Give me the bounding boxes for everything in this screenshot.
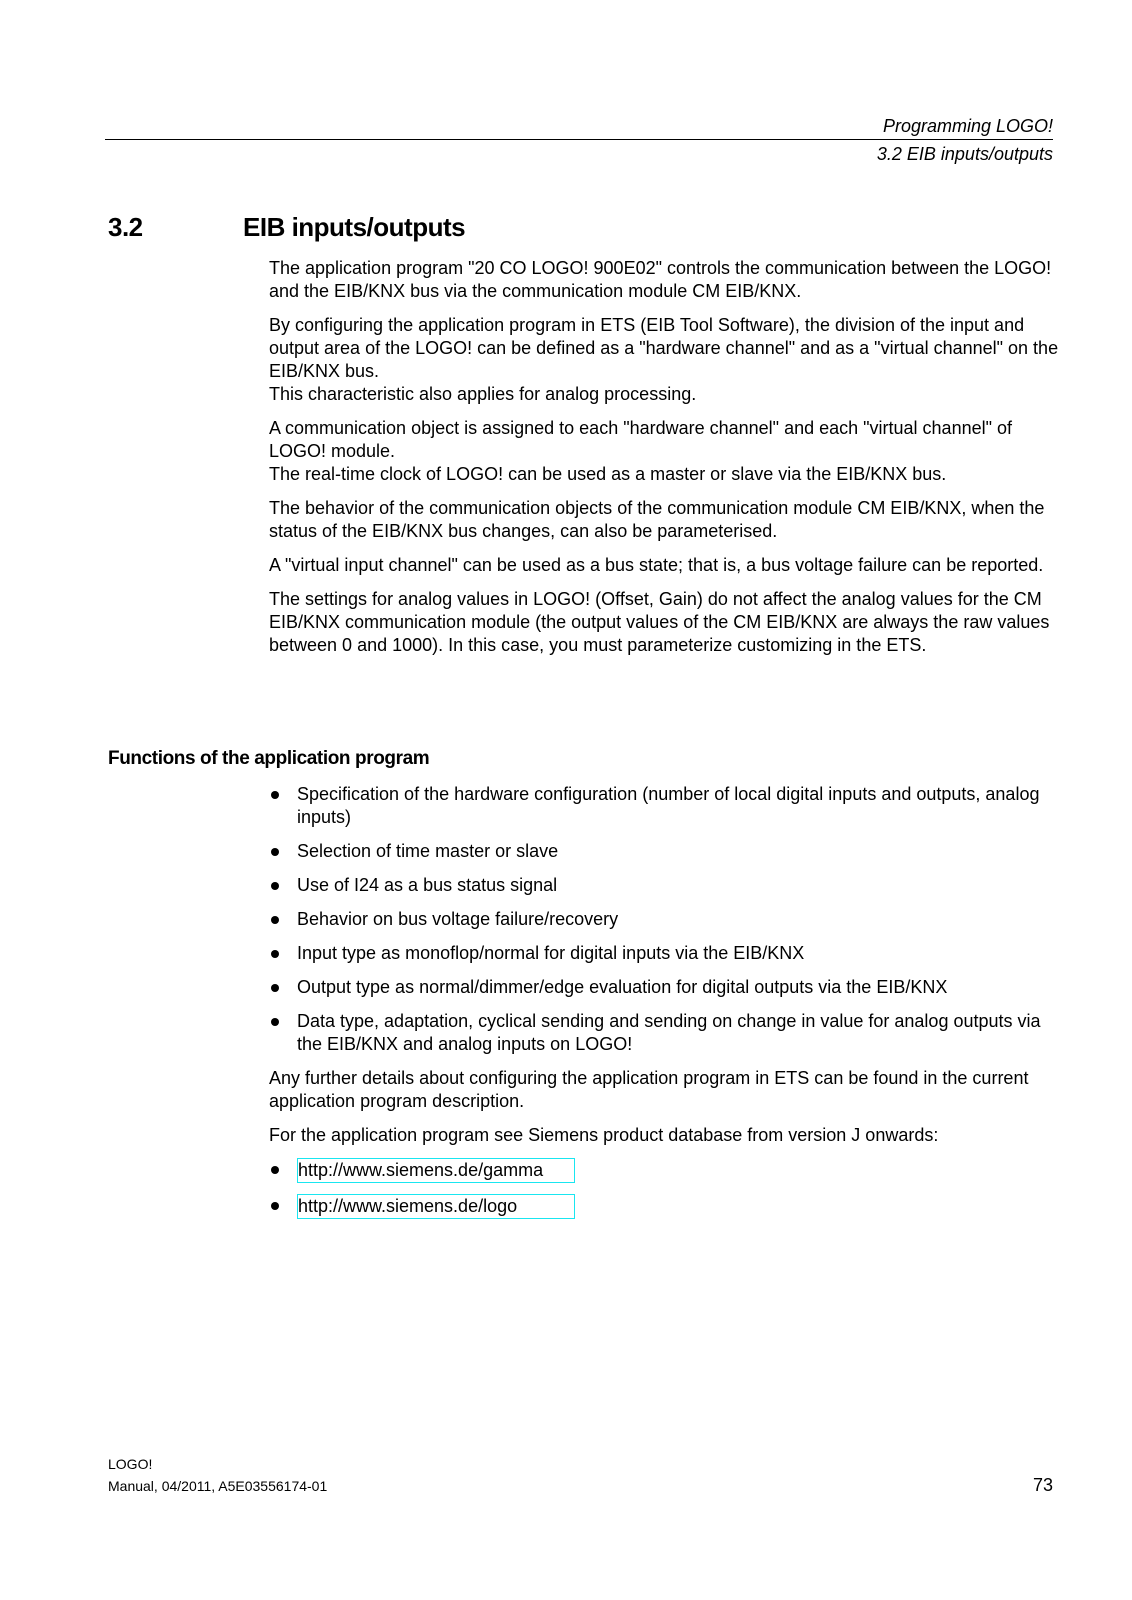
- bullet-icon: [271, 950, 279, 958]
- bullet-icon: [271, 984, 279, 992]
- body-text: [269, 257, 1059, 668]
- list-item-text: Use of I24 as a bus status signal: [297, 875, 558, 895]
- links-list: [269, 1158, 1059, 1219]
- footer-info: [108, 1453, 327, 1497]
- bullet-icon: [271, 1166, 279, 1174]
- paragraph-line: This characteristic also applies for analog processing.: [269, 384, 697, 404]
- list-item-text: Selection of time master or slave: [297, 841, 559, 861]
- list-item: [269, 874, 1059, 897]
- list-item: [269, 840, 1059, 863]
- functions-section: [269, 783, 1059, 1230]
- gamma-link[interactable]: http://www.siemens.de/gamma: [297, 1158, 575, 1183]
- functions-heading: Functions of the application program: [108, 748, 430, 769]
- list-item-text: Specification of the hardware configuration (number of local digital inputs and outputs, analog inputs): [297, 784, 1040, 827]
- functions-list: [269, 783, 1059, 1056]
- paragraph: [269, 314, 1059, 406]
- paragraph-line: The settings for analog values in LOGO! (Offset, Gain) do not affect the analog values for the CM EIB/KNX communication module (the output values of the CM EIB/KNX are always the raw values between 0 and 1000). In this case, you must parameterize customizing in the ETS.: [269, 589, 1050, 655]
- bullet-icon: [271, 1202, 279, 1210]
- list-item-text: Input type as monoflop/normal for digital inputs via the EIB/KNX: [297, 943, 805, 963]
- footer-manual: Manual, 04/2011, A5E03556174-01: [108, 1478, 328, 1494]
- bullet-icon: [271, 916, 279, 924]
- paragraph: [269, 257, 1059, 303]
- footer-product: LOGO!: [108, 1456, 153, 1472]
- paragraph-line: By configuring the application program in ETS (EIB Tool Software), the division of the input and output area of the LOGO! can be defined as a "hardware channel" and as a "virtual channel" on the EIB/KNX bus.: [269, 315, 1059, 381]
- section-number: 3.2: [108, 212, 143, 242]
- list-item: [269, 908, 1059, 931]
- paragraph: [269, 554, 1059, 577]
- paragraph-line: A "virtual input channel" can be used as a bus state; that is, a bus voltage failure can be reported.: [269, 555, 1044, 575]
- bullet-icon: [271, 791, 279, 799]
- bullet-icon: [271, 848, 279, 856]
- paragraph: [269, 497, 1059, 543]
- list-item: [269, 1010, 1059, 1056]
- list-item-text: Output type as normal/dimmer/edge evaluation for digital outputs via the EIB/KNX: [297, 977, 948, 997]
- bullet-icon: [271, 1018, 279, 1026]
- paragraph-line: The real-time clock of LOGO! can be used as a master or slave via the EIB/KNX bus.: [269, 464, 947, 484]
- paragraph-line: The behavior of the communication objects of the communication module CM EIB/KNX, when the status of the EIB/KNX bus changes, can also be parameterised.: [269, 498, 1045, 541]
- bullet-icon: [271, 882, 279, 890]
- running-header: [105, 112, 1053, 168]
- page-number: 73: [1032, 1475, 1053, 1495]
- list-item-text: Data type, adaptation, cyclical sending and sending on change in value for analog outputs via the EIB/KNX and analog inputs on LOGO!: [297, 1011, 1041, 1054]
- list-item-text: Behavior on bus voltage failure/recovery: [297, 909, 619, 929]
- list-item: [269, 783, 1059, 829]
- paragraph-line: The application program "20 CO LOGO! 900E02" controls the communication between the LOGO! and the EIB/KNX bus via the communication module CM EIB/KNX.: [269, 258, 1052, 301]
- header-divider: [105, 139, 1053, 140]
- further-details-paragraph: Any further details about configuring the application program in ETS can be found in the current application program description.: [269, 1068, 1029, 1111]
- logo-link[interactable]: http://www.siemens.de/logo: [297, 1194, 575, 1219]
- section-title: EIB inputs/outputs: [243, 212, 466, 242]
- header-chapter: Programming LOGO!: [882, 116, 1053, 136]
- database-note-paragraph: For the application program see Siemens product database from version J onwards:: [269, 1125, 939, 1145]
- paragraph: [269, 588, 1059, 657]
- header-section: 3.2 EIB inputs/outputs: [876, 144, 1053, 164]
- list-item: [269, 1158, 1059, 1183]
- paragraph: [269, 417, 1059, 486]
- list-item: [269, 976, 1059, 999]
- paragraph-line: A communication object is assigned to each "hardware channel" and each "virtual channel" of LOGO! module.: [269, 418, 1013, 461]
- list-item: [269, 1194, 1059, 1219]
- list-item: [269, 942, 1059, 965]
